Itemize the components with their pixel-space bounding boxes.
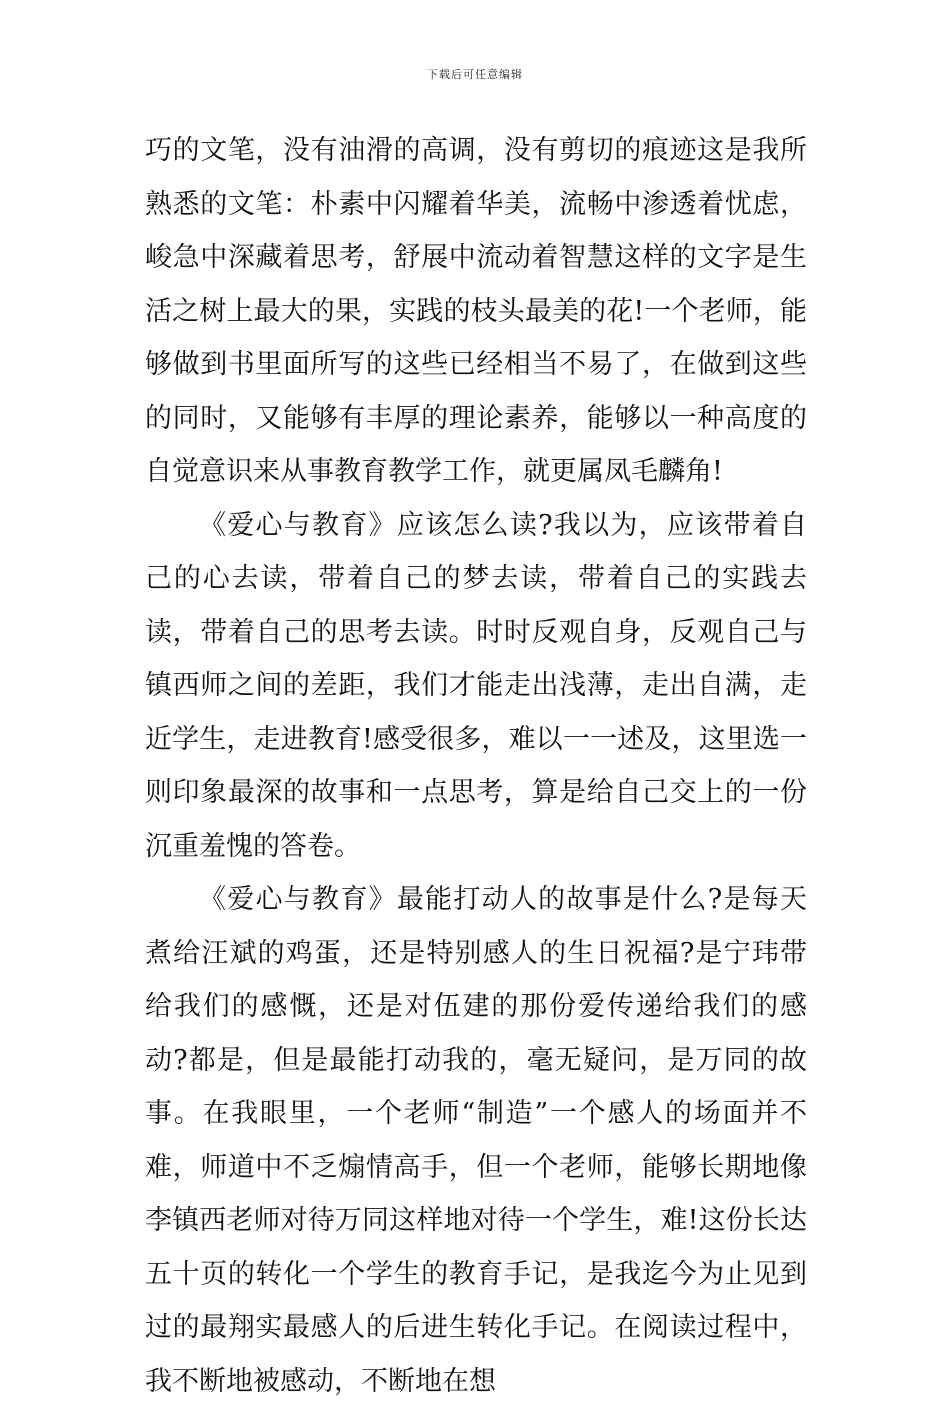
paragraph-continued: 巧的文笔，没有油滑的高调，没有剪切的痕迹这是我所熟悉的文笔：朴素中闪耀着华美，流畅中渗透着忧虑，峻急中深藏着思考，舒展中流动着智慧这样的文字是生活之树上最大的果，实践的枝头最美的花!一个老师，能够做到书里面所写的这些已经相当不易了，在做到这些的同时，又能够有丰厚的理论素养，能够以一种高度的自觉意识来从事教育教学工作，就更属凤毛麟角! xyxy=(145,135,807,487)
paragraph-how-to-read: 《爱心与教育》应该怎么读?我以为，应该带着自己的心去读，带着自己的梦去读，带着自己的实践去读，带着自己的思考去读。时时反观自身，反观自己与镇西师之间的差距，我们才能走出浅薄，走出自满，走近学生，走进教育!感受很多，难以一一述及，这里选一则印象最深的故事和一点思考，算是给自己交上的一份沉重羞愧的答卷。 xyxy=(145,509,807,862)
document-body xyxy=(145,124,807,1408)
paragraph-most-moving-story: 《爱心与教育》最能打动人的故事是什么?是每天煮给汪斌的鸡蛋，还是特别感人的生日祝福?是宁玮带给我们的感慨，还是对伍建的那份爱传递给我们的感动?都是，但是最能打动我的，毫无疑问，是万同的故事。在我眼里，一个老师“制造”一个感人的场面并不难，师道中不乏煽情高手，但一个老师，能够长期地像李镇西老师对待万同这样地对待一个学生，难!这份长达五十页的转化一个学生的教育手记，是我迄今为止见到过的最翔实最感人的后进生转化手记。在阅读过程中，我不断地被感动，不断地在想 xyxy=(145,884,807,1397)
page-header-note: 下载后可任意编辑 xyxy=(427,68,523,81)
